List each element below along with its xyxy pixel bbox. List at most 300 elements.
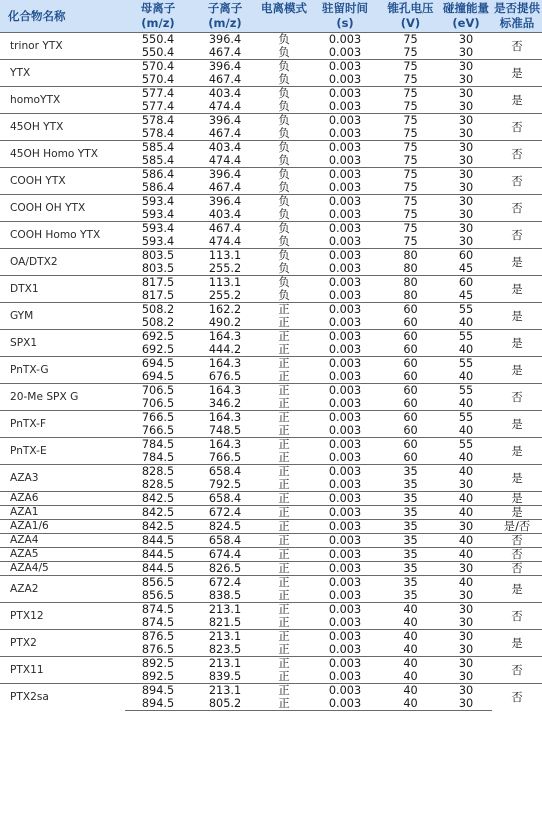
- ion-mode-cell: 正: [259, 411, 309, 425]
- dwell-time-cell: 0.003: [328, 397, 362, 410]
- daughter-ion-cell: 792.5: [208, 478, 242, 491]
- daughter-ion-cell: 474.4: [208, 154, 242, 167]
- table-row: [0, 384, 542, 398]
- parent-ion-cell: 593.4: [125, 222, 191, 236]
- standard-available-cell: 否: [492, 603, 542, 630]
- cone-voltage-cell: 75: [403, 100, 418, 113]
- compound-name-cell: trinor YTX: [0, 33, 125, 60]
- ion-mode-cell: 负: [278, 100, 290, 113]
- standard-available-cell: 是: [492, 330, 542, 357]
- collision-energy-cell: 30: [440, 697, 492, 711]
- ion-mode-cell: 正: [278, 451, 290, 464]
- daughter-ion-cell: 255.2: [208, 262, 242, 275]
- dwell-time-cell: 0.003: [328, 643, 362, 656]
- compound-name-cell: PTX12: [0, 603, 125, 630]
- dwell-time-cell: 0.003: [309, 657, 381, 671]
- ion-mode-cell: 正: [278, 370, 290, 383]
- cone-voltage-cell: 40: [381, 630, 440, 644]
- daughter-ion-cell: 164.3: [191, 330, 259, 344]
- table-row: [0, 330, 542, 344]
- header-dwell-time: 驻留时间 (s): [309, 0, 381, 33]
- table-row: [0, 548, 542, 562]
- cone-voltage-cell: 60: [381, 357, 440, 371]
- daughter-ion-cell: 839.5: [208, 670, 242, 683]
- standard-available-cell: 否: [492, 384, 542, 411]
- standard-available-cell: 否: [492, 562, 542, 576]
- standard-available-cell: 否: [492, 548, 542, 562]
- dwell-time-cell: 0.003: [328, 316, 362, 329]
- collision-energy-cell: 30: [458, 643, 474, 656]
- parent-ion-cell: 894.5: [125, 684, 191, 698]
- header-collision-energy: 碰撞能量 (eV): [440, 0, 492, 33]
- cone-voltage-cell: 40: [403, 643, 418, 656]
- ion-mode-cell: 正: [259, 657, 309, 671]
- compound-name-cell: AZA6: [0, 492, 125, 506]
- parent-ion-cell: 828.5: [141, 478, 175, 491]
- table-body: [0, 33, 542, 711]
- compound-name-cell: COOH Homo YTX: [0, 222, 125, 249]
- ion-mode-cell: 负: [278, 262, 290, 275]
- ion-mode-cell: 正: [278, 589, 290, 602]
- cone-voltage-cell: 35: [381, 465, 440, 479]
- daughter-ion-cell: 403.4: [208, 208, 242, 221]
- cone-voltage-cell: 80: [381, 249, 440, 263]
- ion-mode-cell: 正: [259, 465, 309, 479]
- dwell-time-cell: 0.003: [309, 195, 381, 209]
- collision-energy-cell: 30: [440, 60, 492, 74]
- dwell-time-cell: 0.003: [309, 548, 381, 562]
- dwell-time-cell: 0.003: [309, 33, 381, 47]
- standard-available-cell: 否: [492, 141, 542, 168]
- dwell-time-cell: 0.003: [328, 289, 362, 302]
- parent-ion-cell: 593.4: [125, 195, 191, 209]
- cone-voltage-cell: 35: [381, 520, 440, 534]
- collision-energy-cell: 30: [440, 114, 492, 128]
- dwell-time-cell: 0.003: [328, 424, 362, 437]
- parent-ion-cell: 586.4: [141, 181, 175, 194]
- standard-available-cell: 是: [492, 438, 542, 465]
- table-row: [0, 630, 542, 644]
- ion-mode-cell: 正: [259, 562, 309, 576]
- compound-name-cell: AZA1/6: [0, 520, 125, 534]
- ion-mode-cell: 正: [278, 424, 290, 437]
- cone-voltage-cell: 60: [381, 384, 440, 398]
- parent-ion-cell: 577.4: [141, 100, 175, 113]
- ion-mode-cell: 正: [278, 670, 290, 683]
- daughter-ion-cell: 467.4: [208, 181, 242, 194]
- collision-energy-cell: 30: [458, 670, 474, 683]
- header-ion-mode: 电离模式: [259, 0, 309, 33]
- parent-ion-cell: 844.5: [125, 562, 191, 576]
- dwell-time-cell: 0.003: [309, 60, 381, 74]
- ion-mode-cell: 正: [259, 357, 309, 371]
- dwell-time-cell: 0.003: [309, 684, 381, 698]
- collision-energy-cell: 40: [440, 492, 492, 506]
- collision-energy-cell: 55: [440, 438, 492, 452]
- collision-energy-cell: 30: [440, 630, 492, 644]
- collision-energy-cell: 60: [440, 249, 492, 263]
- dwell-time-cell: 0.003: [328, 616, 362, 629]
- parent-ion-cell: 842.5: [125, 506, 191, 520]
- standard-available-cell: 是: [492, 357, 542, 384]
- collision-energy-cell: 30: [440, 562, 492, 576]
- collision-energy-cell: 30: [458, 73, 474, 86]
- dwell-time-cell: 0.003: [328, 670, 362, 683]
- dwell-time-cell: 0.003: [328, 589, 362, 602]
- daughter-ion-cell: 490.2: [208, 316, 242, 329]
- cone-voltage-cell: 75: [403, 46, 418, 59]
- daughter-ion-cell: 821.5: [208, 616, 242, 629]
- parent-ion-cell: 586.4: [125, 168, 191, 182]
- daughter-ion-cell: 403.4: [191, 141, 259, 155]
- dwell-time-cell: 0.003: [309, 630, 381, 644]
- ion-mode-cell: 负: [259, 33, 309, 47]
- dwell-time-cell: 0.003: [309, 168, 381, 182]
- table-row: [0, 684, 542, 698]
- standard-available-cell: 是: [492, 411, 542, 438]
- ion-mode-cell: 正: [259, 303, 309, 317]
- compound-name-cell: 45OH Homo YTX: [0, 141, 125, 168]
- compound-name-cell: AZA4: [0, 534, 125, 548]
- dwell-time-cell: 0.003: [309, 87, 381, 101]
- compound-name-cell: PnTX-E: [0, 438, 125, 465]
- parent-ion-cell: 876.5: [125, 630, 191, 644]
- dwell-time-cell: 0.003: [309, 276, 381, 290]
- parent-ion-cell: 766.5: [125, 411, 191, 425]
- standard-available-cell: 否: [492, 684, 542, 711]
- dwell-time-cell: 0.003: [328, 478, 362, 491]
- daughter-ion-cell: 824.5: [191, 520, 259, 534]
- table-row: [0, 303, 542, 317]
- parent-ion-cell: 894.5: [125, 697, 191, 711]
- daughter-ion-cell: 658.4: [191, 465, 259, 479]
- cone-voltage-cell: 75: [381, 222, 440, 236]
- standard-available-cell: 是: [492, 276, 542, 303]
- cone-voltage-cell: 75: [381, 114, 440, 128]
- parent-ion-cell: 892.5: [125, 657, 191, 671]
- parent-ion-cell: 692.5: [141, 343, 175, 356]
- compound-name-cell: COOH OH YTX: [0, 195, 125, 222]
- ion-mode-cell: 正: [259, 330, 309, 344]
- daughter-ion-cell: 113.1: [191, 249, 259, 263]
- dwell-time-cell: 0.003: [328, 46, 362, 59]
- table-row: [0, 141, 542, 155]
- compound-name-cell: SPX1: [0, 330, 125, 357]
- collision-energy-cell: 60: [440, 276, 492, 290]
- collision-energy-cell: 45: [458, 289, 474, 302]
- cone-voltage-cell: 40: [403, 670, 418, 683]
- daughter-ion-cell: 805.2: [191, 697, 259, 711]
- daughter-ion-cell: 396.4: [191, 114, 259, 128]
- dwell-time-cell: 0.003: [309, 357, 381, 371]
- standard-available-cell: 是: [492, 60, 542, 87]
- daughter-ion-cell: 766.5: [208, 451, 242, 464]
- parent-ion-cell: 784.5: [125, 438, 191, 452]
- daughter-ion-cell: 346.2: [208, 397, 242, 410]
- daughter-ion-cell: 162.2: [191, 303, 259, 317]
- cone-voltage-cell: 35: [403, 478, 418, 491]
- compound-name-cell: YTX: [0, 60, 125, 87]
- parent-ion-cell: 828.5: [125, 465, 191, 479]
- dwell-time-cell: 0.003: [328, 370, 362, 383]
- table-row: [0, 465, 542, 479]
- parent-ion-cell: 817.5: [125, 276, 191, 290]
- parent-ion-cell: 570.4: [141, 73, 175, 86]
- parent-ion-cell: 842.5: [125, 520, 191, 534]
- table-row: [0, 249, 542, 263]
- parent-ion-cell: 856.5: [125, 576, 191, 590]
- ion-mode-cell: 正: [259, 630, 309, 644]
- parent-ion-cell: 694.5: [125, 357, 191, 371]
- parent-ion-cell: 803.5: [141, 262, 175, 275]
- cone-voltage-cell: 40: [381, 684, 440, 698]
- compound-name-cell: PnTX-G: [0, 357, 125, 384]
- daughter-ion-cell: 213.1: [191, 603, 259, 617]
- dwell-time-cell: 0.003: [328, 208, 362, 221]
- cone-voltage-cell: 60: [381, 303, 440, 317]
- daughter-ion-cell: 213.1: [191, 657, 259, 671]
- daughter-ion-cell: 396.4: [191, 33, 259, 47]
- compound-name-cell: OA/DTX2: [0, 249, 125, 276]
- cone-voltage-cell: 75: [403, 154, 418, 167]
- daughter-ion-cell: 823.5: [208, 643, 242, 656]
- daughter-ion-cell: 838.5: [208, 589, 242, 602]
- dwell-time-cell: 0.003: [309, 562, 381, 576]
- daughter-ion-cell: 213.1: [191, 630, 259, 644]
- standard-available-cell: 是: [492, 492, 542, 506]
- parent-ion-cell: 706.5: [141, 397, 175, 410]
- table-row: [0, 562, 542, 576]
- table-row: [0, 492, 542, 506]
- daughter-ion-cell: 676.5: [208, 370, 242, 383]
- ion-mode-cell: 负: [259, 141, 309, 155]
- dwell-time-cell: 0.003: [309, 114, 381, 128]
- ion-mode-cell: 负: [278, 73, 290, 86]
- collision-energy-cell: 30: [458, 616, 474, 629]
- cone-voltage-cell: 75: [381, 141, 440, 155]
- daughter-ion-cell: 467.4: [191, 222, 259, 236]
- daughter-ion-cell: 672.4: [191, 506, 259, 520]
- compound-name-cell: PnTX-F: [0, 411, 125, 438]
- dwell-time-cell: 0.003: [309, 520, 381, 534]
- standard-available-cell: 否: [492, 657, 542, 684]
- cone-voltage-cell: 60: [381, 438, 440, 452]
- collision-energy-cell: 30: [458, 100, 474, 113]
- dwell-time-cell: 0.003: [309, 534, 381, 548]
- dwell-time-cell: 0.003: [328, 127, 362, 140]
- ion-mode-cell: 负: [278, 289, 290, 302]
- collision-energy-cell: 30: [458, 478, 474, 491]
- ion-mode-cell: 负: [259, 276, 309, 290]
- cone-voltage-cell: 60: [403, 424, 418, 437]
- ion-mode-cell: 正: [259, 684, 309, 698]
- dwell-time-cell: 0.003: [309, 330, 381, 344]
- table-row: [0, 520, 542, 534]
- collision-energy-cell: 40: [458, 370, 474, 383]
- standard-available-cell: 是: [492, 303, 542, 330]
- standard-available-cell: 是: [492, 465, 542, 492]
- daughter-ion-cell: 164.3: [191, 438, 259, 452]
- ion-mode-cell: 负: [278, 46, 290, 59]
- parent-ion-cell: 803.5: [125, 249, 191, 263]
- parent-ion-cell: 578.4: [125, 114, 191, 128]
- collision-energy-cell: 40: [440, 576, 492, 590]
- ion-mode-cell: 正: [259, 697, 309, 711]
- collision-energy-cell: 40: [440, 506, 492, 520]
- compound-name-cell: PTX2: [0, 630, 125, 657]
- parent-ion-cell: 692.5: [125, 330, 191, 344]
- ion-mode-cell: 负: [259, 168, 309, 182]
- ion-mode-cell: 正: [278, 397, 290, 410]
- ion-mode-cell: 负: [259, 60, 309, 74]
- cone-voltage-cell: 75: [403, 208, 418, 221]
- daughter-ion-cell: 467.4: [208, 46, 242, 59]
- collision-energy-cell: 40: [458, 397, 474, 410]
- standard-available-cell: 是: [492, 576, 542, 603]
- table-row: [0, 87, 542, 101]
- daughter-ion-cell: 164.3: [191, 357, 259, 371]
- cone-voltage-cell: 60: [403, 316, 418, 329]
- cone-voltage-cell: 75: [403, 235, 418, 248]
- header-daughter-ion: 子离子 (m/z): [191, 0, 259, 33]
- standard-available-cell: 是: [492, 506, 542, 520]
- compound-name-cell: 45OH YTX: [0, 114, 125, 141]
- ion-mode-cell: 正: [278, 643, 290, 656]
- standard-available-cell: 是: [492, 87, 542, 114]
- table-row: [0, 114, 542, 128]
- daughter-ion-cell: 444.2: [208, 343, 242, 356]
- collision-energy-cell: 30: [440, 603, 492, 617]
- cone-voltage-cell: 75: [403, 127, 418, 140]
- cone-voltage-cell: 75: [381, 33, 440, 47]
- header-standard-available: 是否提供 标准品: [492, 0, 542, 33]
- daughter-ion-cell: 396.4: [191, 60, 259, 74]
- dwell-time-cell: 0.003: [309, 697, 381, 711]
- standard-available-cell: 否: [492, 168, 542, 195]
- compound-name-cell: PTX2sa: [0, 684, 125, 711]
- cone-voltage-cell: 75: [381, 168, 440, 182]
- cone-voltage-cell: 40: [381, 657, 440, 671]
- ion-mode-cell: 负: [278, 154, 290, 167]
- dwell-time-cell: 0.003: [328, 181, 362, 194]
- table-row: [0, 60, 542, 74]
- collision-energy-cell: 30: [440, 520, 492, 534]
- daughter-ion-cell: 396.4: [191, 195, 259, 209]
- parent-ion-cell: 593.4: [141, 208, 175, 221]
- dwell-time-cell: 0.003: [309, 576, 381, 590]
- table-row: [0, 195, 542, 209]
- table-row: [0, 357, 542, 371]
- dwell-time-cell: 0.003: [309, 411, 381, 425]
- cone-voltage-cell: 75: [381, 87, 440, 101]
- parent-ion-cell: 585.4: [141, 154, 175, 167]
- parent-ion-cell: 874.5: [125, 603, 191, 617]
- dwell-time-cell: 0.003: [309, 465, 381, 479]
- cone-voltage-cell: 80: [403, 262, 418, 275]
- daughter-ion-cell: 164.3: [191, 384, 259, 398]
- table-row: [0, 33, 542, 47]
- collision-energy-cell: 30: [458, 589, 474, 602]
- table-row: [0, 276, 542, 290]
- daughter-ion-cell: 674.4: [191, 548, 259, 562]
- cone-voltage-cell: 60: [403, 397, 418, 410]
- ion-mode-cell: 正: [278, 316, 290, 329]
- ion-mode-cell: 负: [278, 127, 290, 140]
- compound-name-cell: COOH YTX: [0, 168, 125, 195]
- cone-voltage-cell: 60: [403, 451, 418, 464]
- table-header: [0, 0, 542, 33]
- ion-mode-cell: 正: [259, 438, 309, 452]
- standard-available-cell: 是: [492, 249, 542, 276]
- collision-energy-cell: 30: [458, 235, 474, 248]
- cone-voltage-cell: 35: [381, 576, 440, 590]
- cone-voltage-cell: 35: [381, 492, 440, 506]
- collision-energy-cell: 30: [458, 46, 474, 59]
- standard-available-cell: 是: [492, 630, 542, 657]
- table-row: [0, 603, 542, 617]
- ion-mode-cell: 正: [259, 492, 309, 506]
- parent-ion-cell: 856.5: [141, 589, 175, 602]
- parent-ion-cell: 570.4: [125, 60, 191, 74]
- compound-name-cell: GYM: [0, 303, 125, 330]
- collision-energy-cell: 55: [440, 303, 492, 317]
- daughter-ion-cell: 672.4: [191, 576, 259, 590]
- cone-voltage-cell: 40: [403, 616, 418, 629]
- collision-energy-cell: 55: [440, 384, 492, 398]
- standard-available-cell: 否: [492, 534, 542, 548]
- table-row: [0, 168, 542, 182]
- ion-mode-cell: 正: [259, 576, 309, 590]
- collision-energy-cell: 30: [440, 33, 492, 47]
- compound-name-cell: AZA3: [0, 465, 125, 492]
- daughter-ion-cell: 474.4: [208, 235, 242, 248]
- ion-mode-cell: 负: [259, 87, 309, 101]
- table-row: [0, 657, 542, 671]
- dwell-time-cell: 0.003: [309, 506, 381, 520]
- parent-ion-cell: 550.4: [125, 33, 191, 47]
- header-parent-ion: 母离子 (m/z): [125, 0, 191, 33]
- collision-energy-cell: 30: [440, 87, 492, 101]
- cone-voltage-cell: 75: [403, 73, 418, 86]
- table-row: [0, 222, 542, 236]
- ion-mode-cell: 正: [259, 603, 309, 617]
- table-row: [0, 411, 542, 425]
- parent-ion-cell: 844.5: [125, 548, 191, 562]
- parent-ion-cell: 876.5: [141, 643, 175, 656]
- daughter-ion-cell: 403.4: [191, 87, 259, 101]
- collision-energy-cell: 55: [440, 330, 492, 344]
- dwell-time-cell: 0.003: [328, 100, 362, 113]
- collision-energy-cell: 40: [458, 316, 474, 329]
- parent-ion-cell: 766.5: [141, 424, 175, 437]
- cone-voltage-cell: 60: [381, 411, 440, 425]
- compound-name-cell: AZA4/5: [0, 562, 125, 576]
- collision-energy-cell: 30: [458, 181, 474, 194]
- ion-mode-cell: 负: [259, 114, 309, 128]
- cone-voltage-cell: 40: [381, 697, 440, 711]
- ion-mode-cell: 负: [278, 208, 290, 221]
- ion-mode-cell: 正: [259, 548, 309, 562]
- cone-voltage-cell: 80: [381, 276, 440, 290]
- ion-mode-cell: 负: [278, 235, 290, 248]
- dwell-time-cell: 0.003: [309, 603, 381, 617]
- cone-voltage-cell: 35: [381, 562, 440, 576]
- cone-voltage-cell: 75: [403, 181, 418, 194]
- collision-energy-cell: 55: [440, 411, 492, 425]
- table-row: [0, 534, 542, 548]
- standard-available-cell: 否: [492, 195, 542, 222]
- collision-energy-cell: 45: [458, 262, 474, 275]
